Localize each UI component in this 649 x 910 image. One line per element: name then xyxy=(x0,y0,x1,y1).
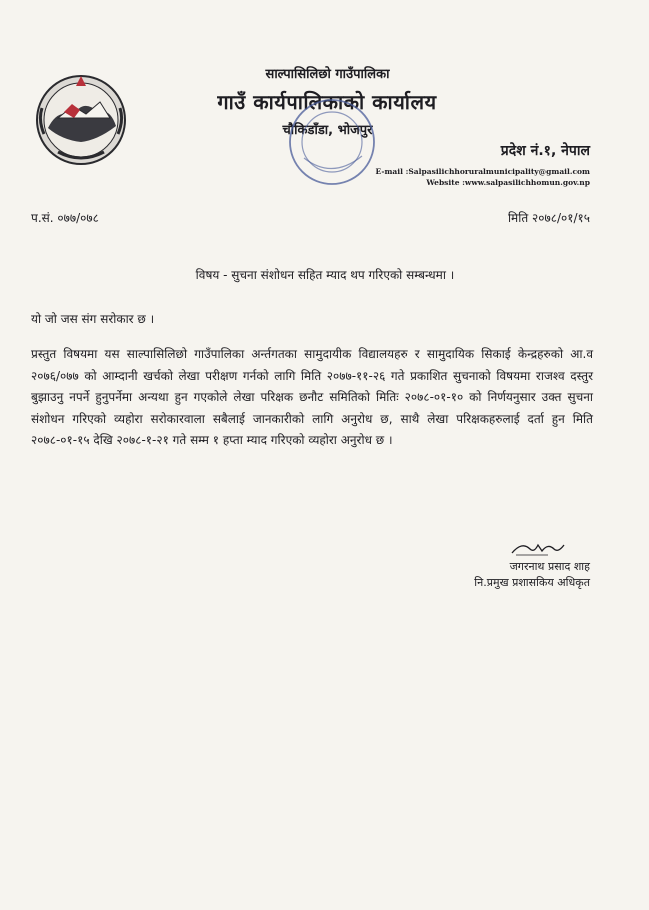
email-address: E-mail :Salpasilichhoruralmunicipality@gmail.com xyxy=(375,167,590,176)
body-paragraph: प्रस्तुत विषयमा यस साल्पासिलिछो गाउँपालिका अर्न्तगतका सामुदायीक विद्यालयहरु र सामुदायिक सिकाई केन्द्रहरुको आ.व २०७६/०७७ को आम्दानी खर्चको लेखा परीक्षण गर्नको लागि मिति २०७७-११-२६ गते प्रकाशित सुचनाको विषयमा राजश्व दस्तुर बुझाउनु नपर्ने हुनुपर्नेमा अन्यथा हुन गएकोले लेखा परिक्षक छनौट समितिको मितिः २०७८-०१-१० को निर्णयनुसार उक्त सुचना संशोधन गरिएको व्यहोरा सरोकारवाला सबैलाई जानकारीको लागि अनुरोध छ, साथै लेखा परिक्षकहरुलाई दर्ता हुन मिति २०७८-०१-१५ देखि २०७८-१-२१ गते सम्म १ हप्ता म्याद गरिएको व्यहोरा अनुरोध छ । xyxy=(31,347,593,447)
signatory-name: जगरनाथ प्रसाद शाह xyxy=(509,560,590,573)
greeting-line: यो जो जस संग सरोकार छ । xyxy=(31,312,155,326)
office-title: गाउँ कार्यपालिकाको कार्यालय xyxy=(217,90,437,114)
letter-date: मिति २०७८/०१/१५ xyxy=(507,211,590,225)
signature-icon xyxy=(508,537,568,559)
website-address: Website :www.salpasilichhomun.gov.np xyxy=(426,178,590,187)
nepal-emblem-icon xyxy=(28,68,134,168)
municipality-name: साल्पासिलिछो गाउँपालिका xyxy=(265,67,390,82)
province-label: प्रदेश नं.१, नेपाल xyxy=(500,143,590,159)
subject-line: विषय - सुचना संशोधन सहित म्याद थप गरिएको सम्बन्धमा । xyxy=(195,268,455,282)
office-address: चौकिडाँडा, भोजपुर xyxy=(282,123,373,138)
signatory-title: नि.प्रमुख प्रशासकिय अधिकृत xyxy=(474,576,590,589)
reference-number: प.सं. ०७७/०७८ xyxy=(31,211,99,225)
